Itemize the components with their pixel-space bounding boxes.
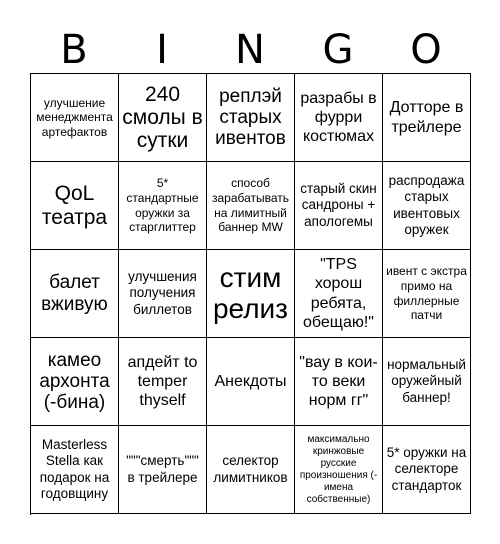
bingo-cell[interactable] [295,250,383,338]
cell-text: """смерть""" в трейлере [126,453,199,485]
cell-text: распродажа старых ивентовых оружек [388,172,465,237]
bingo-cell[interactable] [31,74,119,162]
cell-text: улучшение менеджмента артефактов [36,95,113,139]
bingo-cell[interactable] [295,338,383,426]
bingo-cell[interactable] [207,338,295,426]
cell-text: старый скин сандроны + апологемы [300,180,377,229]
cell-text: 5* стандартные оружки за старглиттер [126,176,199,235]
bingo-cell[interactable] [383,74,471,162]
header-letter-o: O [410,27,442,73]
bingo-cell[interactable] [207,74,295,162]
bingo-cell[interactable] [31,250,119,338]
header-letter-i: I [156,27,168,73]
bingo-cell[interactable] [383,162,471,250]
bingo-cell[interactable] [119,338,207,426]
cell-text: нормальный оружейный баннер! [387,356,466,405]
header-letter-b: B [60,27,88,73]
bingo-cell[interactable] [383,250,471,338]
cell-text: стим релиз [212,261,289,324]
cell-text: ивент с экстра примо на филлерные патчи [386,264,467,323]
bingo-cell[interactable] [31,162,119,250]
bingo-cell[interactable] [119,426,207,514]
bingo-cell[interactable] [207,426,295,514]
cell-text: 5* оружки на селекторе стандарток [386,444,467,493]
cell-text: 240 смолы в сутки [122,82,203,153]
cell-text: "TPS хорош ребята, обещаю!" [303,256,374,331]
cell-text: апдейт to temper thyself [127,353,198,410]
bingo-cell[interactable] [207,250,295,338]
bingo-cell[interactable] [31,426,119,514]
cell-text: камео архонта (-бина) [39,349,110,414]
cell-text: балет вживую [41,272,108,315]
cell-text: разрабы в фурри костюмах [300,89,377,146]
bingo-cell[interactable] [295,426,383,514]
bingo-cell[interactable] [295,162,383,250]
bingo-cell[interactable] [119,250,207,338]
cell-text: Дотторе в трейлере [389,99,464,136]
cell-text: способ зарабатывать на лимитный баннер MW [211,176,290,235]
bingo-cell[interactable] [383,338,471,426]
cell-text: максимально кринжовые русские произношения (-имена собственные) [299,433,378,505]
cell-text: "вау в кои-то веки норм гг" [299,353,378,410]
bingo-header [30,24,470,76]
bingo-cell[interactable] [207,162,295,250]
cell-text: селектор лимитников [213,453,288,485]
cell-text: QoL театра [41,182,108,229]
header-letter-n: N [235,27,265,73]
bingo-cell[interactable] [383,426,471,514]
cell-text: улучшения получения биллетов [128,268,197,317]
cell-text: Анекдоты [214,372,287,390]
bingo-grid [30,73,471,515]
bingo-cell[interactable] [119,74,207,162]
bingo-cell[interactable] [119,162,207,250]
bingo-cell[interactable] [295,74,383,162]
bingo-cell[interactable] [31,338,119,426]
cell-text: реплэй старых ивентов [215,85,286,150]
header-letter-g: G [322,27,354,73]
cell-text: Masterless Stella как подарок на годовщину [39,436,110,501]
